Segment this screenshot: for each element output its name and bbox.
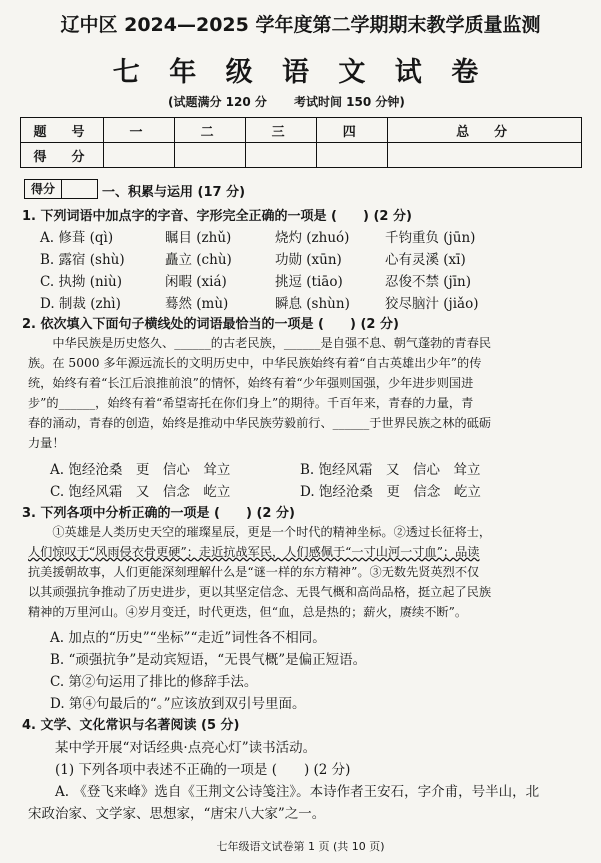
q2-option-c: C. 饱经风霜 又 信念 屹立	[50, 484, 231, 500]
q2-option-b: B. 饱经风霜 又 信心 耸立	[300, 462, 481, 478]
score-table-cell: 总 分	[388, 118, 582, 143]
score-table	[20, 117, 582, 168]
question-1-stem: 1. 下列词语中加点字的字音、字形完全正确的一项是 ( ) (2 分)	[22, 209, 412, 224]
score-table-cell: 得 分	[21, 143, 104, 168]
q3-passage-line: 抗美援朝故事，人们更能深刻理解什么是“谜一样的东方精神”。③无数先贤英烈不仅	[28, 565, 480, 579]
exam-time-info: 考试时间 150 分钟)	[294, 95, 405, 109]
section-score-label: 得分	[25, 180, 62, 198]
score-table-cell: 二	[175, 118, 246, 143]
section-title: 一、积累与运用 (17 分)	[102, 185, 246, 200]
score-entry-cell[interactable]	[317, 143, 388, 168]
q3-passage-line: 精神的万里河山。④岁月变迁，时代更迭，但“血，总是热的；薪火，赓续不断”。	[28, 605, 468, 619]
q4-sub1-option-a-cont: 宋政治家、文学家、思想家，“唐宋八大家”之一。	[28, 806, 326, 822]
q2-passage-line: 族。在 5000 多年源远流长的文明历史中，中华民族始终有着“自古英雄出少年”的传	[28, 356, 482, 370]
section-score-box[interactable]	[24, 179, 98, 199]
q1-option-c-1: C. 执拗 (niù)	[40, 274, 122, 290]
q2-passage-line: 步”的______，始终有着“希望寄托在你们身上”的期待。千百年来，青春的力量，青	[28, 396, 474, 410]
q1-option-a-4: 千钧重负 (jūn)	[385, 230, 476, 246]
q2-option-a: A. 饱经沧桑 更 信心 耸立	[50, 462, 231, 478]
q1-option-c-4: 忍俊不禁 (jīn)	[385, 274, 472, 290]
q3-option-d: D. 第④句最后的“。”应该放到双引号里面。	[50, 696, 306, 712]
q3-option-b: B. “顽强抗争”是动宾短语，“无畏气概”是偏正短语。	[50, 652, 367, 668]
q3-passage-line: 以其顽强抗争推动了历史进步，更以其坚定信念、无畏气概和高尚品格，挺立起了民族	[28, 585, 492, 599]
q1-option-a-2: 瞩目 (zhǔ)	[165, 230, 232, 246]
q3-option-a: A. 加点的“历史”“坐标”“走近”词性各不相同。	[50, 630, 326, 646]
q1-option-c-3: 挑逗 (tiāo)	[275, 274, 343, 290]
q2-passage-line: 力量！	[28, 436, 65, 450]
q3-option-c: C. 第②句运用了排比的修辞手法。	[50, 674, 258, 690]
q3-passage-line: ①英雄是人类历史天空的璀璨星辰，更是一个时代的精神坐标。②透过长征将士，	[28, 525, 492, 539]
score-table-cell: 三	[246, 118, 317, 143]
q1-option-a-1: A. 修葺 (qì)	[40, 230, 114, 246]
q2-option-d: D. 饱经沧桑 更 信念 屹立	[300, 484, 481, 500]
q4-sub1-stem: (1) 下列各项中表述不正确的一项是 ( ) (2 分)	[28, 762, 351, 778]
q1-option-d-4: 狡尽脑汁 (jiǎo)	[385, 296, 479, 312]
score-entry-cell[interactable]	[388, 143, 582, 168]
q1-option-d-2: 蓦然 (mù)	[165, 296, 229, 312]
q1-option-b-1: B. 露宿 (shù)	[40, 252, 125, 268]
q1-option-a-3: 烧灼 (zhuó)	[275, 230, 350, 246]
question-2-stem: 2. 依次填入下面句子横线处的词语最恰当的一项是 ( ) (2 分)	[22, 317, 399, 332]
question-3-stem: 3. 下列各项中分析正确的一项是 ( ) (2 分)	[22, 506, 295, 521]
q1-option-b-3: 功勋 (xūn)	[275, 252, 342, 268]
q2-passage-line: 中华民族是历史悠久、______的古老民族，______是自强不息、朝气蓬勃的青春民	[28, 336, 492, 350]
q4-sub1-option-a: A. 《登飞来峰》选自《王荆文公诗笺注》。本诗作者王安石，字介甫，号半山，北	[28, 784, 540, 800]
score-table-cell: 四	[317, 118, 388, 143]
score-entry-cell[interactable]	[175, 143, 246, 168]
q1-option-b-2: 矗立 (chù)	[165, 252, 232, 268]
score-entry-cell[interactable]	[246, 143, 317, 168]
exam-paper-title: 七 年 级 语 文 试 卷	[112, 57, 489, 88]
q1-option-d-3: 瞬息 (shùn)	[275, 296, 350, 312]
score-table-cell: 题 号	[21, 118, 104, 143]
q2-passage-line: 统，始终有着“长江后浪推前浪”的情怀，始终有着“少年强则国强，少年进步则国进	[28, 376, 474, 390]
q1-option-d-1: D. 制裁 (zhì)	[40, 296, 121, 312]
score-table-score-row	[21, 143, 582, 168]
q2-passage-line: 春的涌动，青春的创造，始终是推动中华民族劳毅前行、______于世界民族之林的砥砺	[28, 416, 492, 430]
q3-passage-line: 人们惊叹于“风雨侵衣骨更硬”；走近抗战军民，人们感佩于“一寸山河一寸血”；品读	[28, 545, 480, 559]
q1-option-c-2: 闲暇 (xiá)	[165, 274, 227, 290]
q1-option-b-4: 心有灵溪 (xī)	[385, 252, 466, 268]
page-footer: 七年级语文试卷第 1 页 (共 10 页)	[216, 840, 385, 853]
full-score-info: (试题满分 120 分	[168, 95, 267, 109]
q4-intro: 某中学开展“对话经典·点亮心灯”读书活动。	[28, 740, 317, 756]
score-entry-cell[interactable]	[104, 143, 175, 168]
score-table-header-row	[21, 118, 582, 143]
question-4-stem: 4. 文学、文化常识与名著阅读 (5 分)	[22, 718, 240, 733]
exam-header-title: 辽中区 2024—2025 学年度第二学期期末教学质量监测	[60, 14, 541, 36]
score-table-cell: 一	[104, 118, 175, 143]
